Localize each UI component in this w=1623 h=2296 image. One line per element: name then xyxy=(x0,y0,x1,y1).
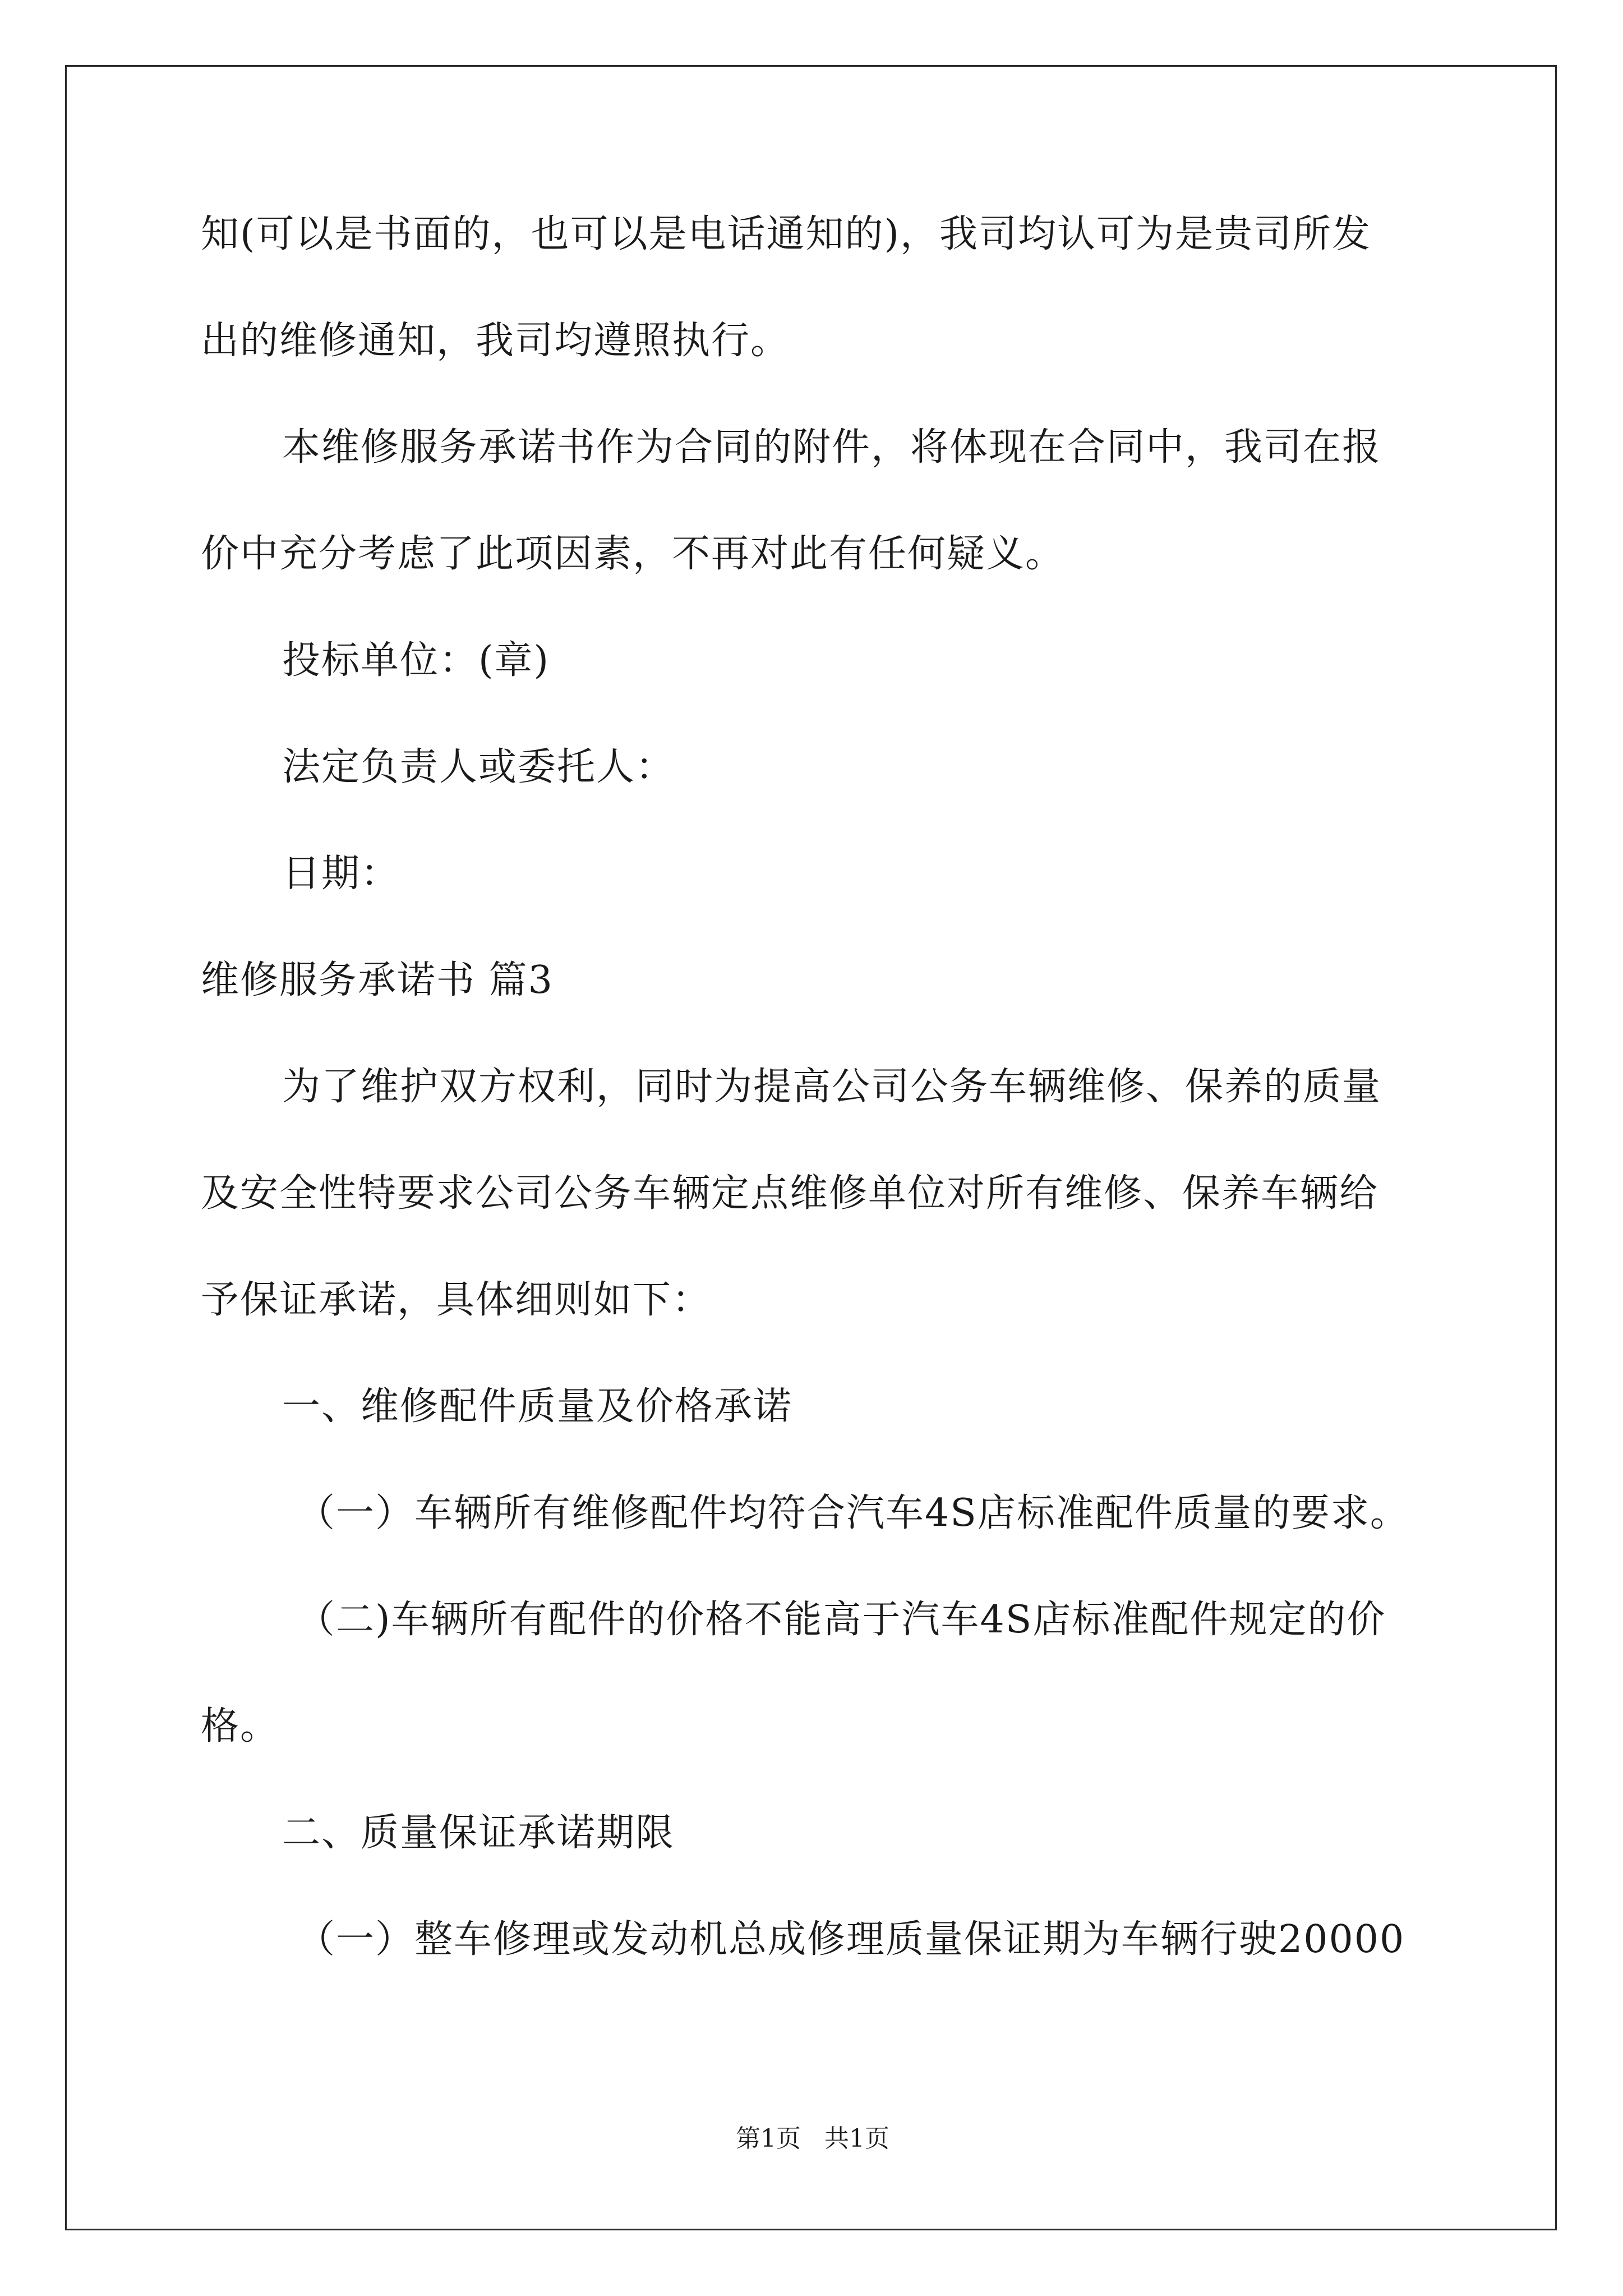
text-line: 知(可以是书面的，也可以是电话通知的)，我司均认可为是贵司所发 xyxy=(201,212,1372,256)
text-line: （二)车辆所有配件的价格不能高于汽车4S店标准配件规定的价 xyxy=(297,1598,1386,1642)
text-line: 二、质量保证承诺期限 xyxy=(282,1811,675,1855)
text-line: 本维修服务承诺书作为合同的附件，将体现在合同中，我司在报 xyxy=(282,425,1382,470)
text-line: （一）整车修理或发动机总成修理质量保证期为车辆行驶20000 xyxy=(297,1917,1405,1962)
text-line: 予保证承诺，具体细则如下： xyxy=(201,1278,712,1322)
text-line: 日期： xyxy=(282,852,400,896)
page-footer: 第1页 共1页 xyxy=(736,2124,889,2153)
text-line: （一）车辆所有维修配件均符合汽车4S店标准配件质量的要求。 xyxy=(297,1491,1409,1535)
text-line: 格。 xyxy=(201,1704,280,1749)
text-line: 法定负责人或委托人： xyxy=(282,745,675,789)
text-line: 一、维修配件质量及价格承诺 xyxy=(282,1384,793,1429)
page-frame xyxy=(65,65,1557,2230)
text-line: 投标单位：(章) xyxy=(282,638,550,683)
text-line: 价中充分考虑了此项因素，不再对此有任何疑义。 xyxy=(201,532,1065,576)
text-line: 及安全性特要求公司公务车辆定点维修单位对所有维修、保养车辆给 xyxy=(201,1171,1379,1216)
text-line: 出的维修通知，我司均遵照执行。 xyxy=(201,319,790,363)
text-line: 为了维护双方权利，同时为提高公司公务车辆维修、保养的质量 xyxy=(282,1065,1382,1109)
section-heading: 维修服务承诺书 篇3 xyxy=(201,958,554,1002)
